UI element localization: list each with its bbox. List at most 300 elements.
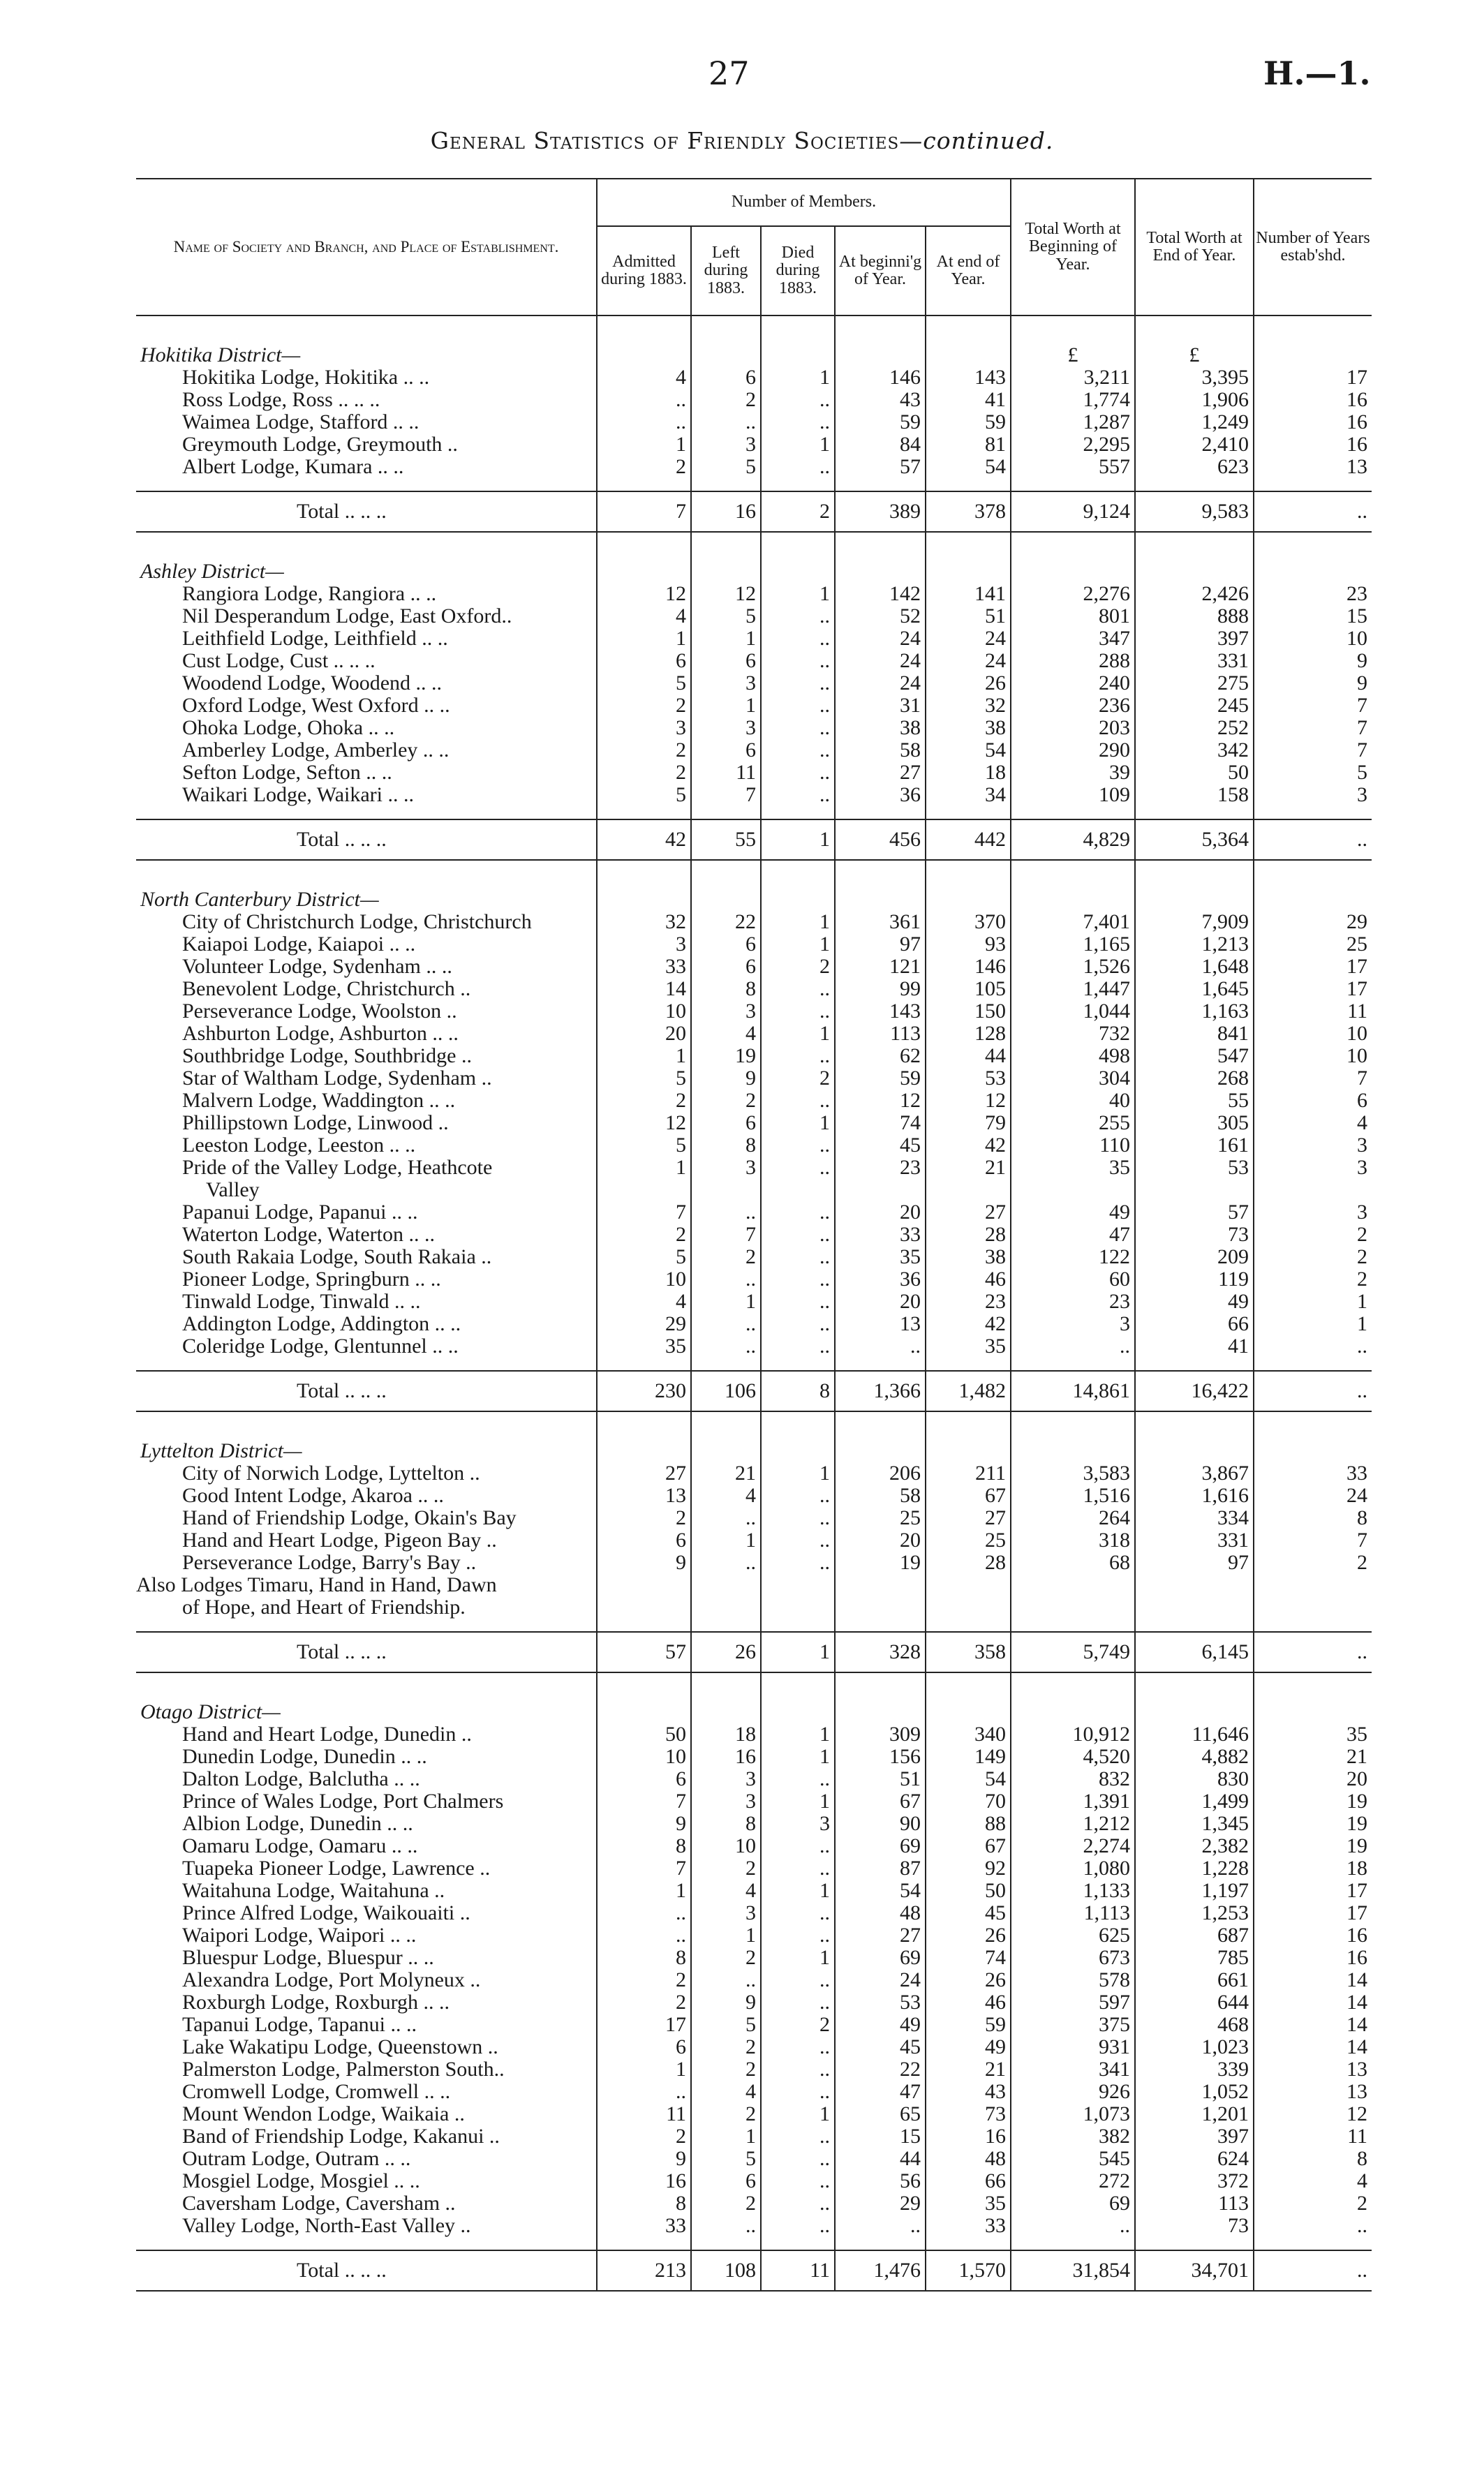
table-row xyxy=(136,933,1372,956)
total-died: 11 xyxy=(761,2250,835,2291)
cell-wbegin: 3,583 xyxy=(1011,1462,1135,1485)
cell-admitted: .. xyxy=(597,1924,691,1947)
cell-admitted: 14 xyxy=(597,978,691,1000)
total-admitted: 230 xyxy=(597,1371,691,1411)
blank-cell xyxy=(761,532,835,560)
cell-end: 35 xyxy=(926,1335,1011,1358)
cell-left: .. xyxy=(691,1201,761,1224)
lodge-name: Coleridge Lodge, Glentunnel .. .. xyxy=(182,1335,459,1358)
cell-died: 1 xyxy=(761,933,835,956)
blank-cell xyxy=(1011,889,1135,911)
cell-end: 150 xyxy=(926,1000,1011,1023)
cell-left: 1 xyxy=(691,695,761,717)
cell-wbegin: 109 xyxy=(1011,784,1135,806)
cell-wend: 644 xyxy=(1135,1991,1254,2014)
cell-wbegin: 1,516 xyxy=(1011,1485,1135,1507)
blank-cell xyxy=(761,560,835,583)
cell-begin: 31 xyxy=(835,695,926,717)
blank-cell xyxy=(926,2237,1011,2250)
table-row xyxy=(136,1067,1372,1090)
blank-cell xyxy=(835,806,926,819)
cell-wbegin: 3,211 xyxy=(1011,366,1135,389)
total-wbegin: 9,124 xyxy=(1011,491,1135,532)
blank-cell xyxy=(761,1574,835,1596)
cell-died: .. xyxy=(761,1313,835,1335)
cell-end: 143 xyxy=(926,366,1011,389)
cell-years: 9 xyxy=(1254,650,1372,672)
blank-cell xyxy=(691,1574,761,1596)
total-label: Total .. .. .. xyxy=(136,1632,597,1672)
page-number: 27 xyxy=(708,54,750,92)
cell-left: 3 xyxy=(691,1157,761,1179)
cell-wbegin: 318 xyxy=(1011,1529,1135,1552)
blank-cell xyxy=(597,1440,691,1462)
cell-wend: 66 xyxy=(1135,1313,1254,1335)
total-wend: 5,364 xyxy=(1135,819,1254,860)
cell-end: 45 xyxy=(926,1902,1011,1924)
cell-wend: 209 xyxy=(1135,1246,1254,1268)
cell-years: 16 xyxy=(1254,1947,1372,1969)
cell-admitted: 13 xyxy=(597,1485,691,1507)
table-row xyxy=(136,1157,1372,1179)
cell-end: 43 xyxy=(926,2081,1011,2103)
cell-admitted: 33 xyxy=(597,2215,691,2237)
cell-years: 2 xyxy=(1254,1224,1372,1246)
district-note: Also Lodges Timaru, Hand in Hand, Dawn xyxy=(136,1573,497,1596)
cell-begin: 99 xyxy=(835,978,926,1000)
note-row xyxy=(136,1574,1372,1596)
cell-end: 105 xyxy=(926,978,1011,1000)
cell-left: 7 xyxy=(691,784,761,806)
cell-admitted: 2 xyxy=(597,695,691,717)
cell-end: 26 xyxy=(926,1969,1011,1991)
cell-left: 2 xyxy=(691,2058,761,2081)
cell-admitted: 35 xyxy=(597,1335,691,1358)
column-worth-begin-header: Total Worth at Beginning of Year. xyxy=(1011,179,1135,315)
cell-years: 3 xyxy=(1254,784,1372,806)
cell-died: .. xyxy=(761,2148,835,2170)
cell-died: .. xyxy=(761,784,835,806)
table-row xyxy=(136,1552,1372,1574)
cell-left: 18 xyxy=(691,1723,761,1746)
cell-years: 17 xyxy=(1254,1902,1372,1924)
cell-begin: 57 xyxy=(835,456,926,478)
total-died: 1 xyxy=(761,819,835,860)
lodge-name: Hokitika Lodge, Hokitika .. .. xyxy=(182,366,430,389)
cell-years: 14 xyxy=(1254,2014,1372,2036)
table-row xyxy=(136,1991,1372,2014)
cell-left: 7 xyxy=(691,1224,761,1246)
cell-died: 1 xyxy=(761,1023,835,1045)
cell-end: 28 xyxy=(926,1224,1011,1246)
blank-cell xyxy=(1254,532,1372,560)
blank-cell xyxy=(597,1179,691,1201)
cell-years: 29 xyxy=(1254,911,1372,933)
blank-cell xyxy=(1135,1358,1254,1371)
cell-wbegin: 69 xyxy=(1011,2192,1135,2215)
district-header-row xyxy=(136,1701,1372,1723)
lodge-name: Albert Lodge, Kumara .. .. xyxy=(182,455,404,478)
cell-end: 53 xyxy=(926,1067,1011,1090)
cell-died: .. xyxy=(761,1902,835,1924)
blank-cell xyxy=(1011,1440,1135,1462)
members-group-header: Number of Members. xyxy=(597,179,1011,226)
total-admitted: 213 xyxy=(597,2250,691,2291)
cell-died: .. xyxy=(761,1969,835,1991)
cell-left: 6 xyxy=(691,650,761,672)
lodge-name: Greymouth Lodge, Greymouth .. xyxy=(182,433,458,456)
lodge-name: Dalton Lodge, Balclutha .. .. xyxy=(182,1767,420,1790)
blank-cell xyxy=(835,1179,926,1201)
blank-cell xyxy=(835,315,926,344)
table-row xyxy=(136,650,1372,672)
cell-wbegin: 1,165 xyxy=(1011,933,1135,956)
blank-cell xyxy=(835,344,926,366)
table-row xyxy=(136,1723,1372,1746)
blank-cell xyxy=(926,315,1011,344)
cell-wend: 1,197 xyxy=(1135,1880,1254,1902)
cell-begin: 47 xyxy=(835,2081,926,2103)
cell-admitted: 9 xyxy=(597,2148,691,2170)
cell-died: .. xyxy=(761,456,835,478)
table-row xyxy=(136,1813,1372,1835)
cell-years: 19 xyxy=(1254,1835,1372,1857)
table-row xyxy=(136,2058,1372,2081)
cell-admitted: 27 xyxy=(597,1462,691,1485)
blank-cell xyxy=(691,1179,761,1201)
cell-wbegin: 203 xyxy=(1011,717,1135,739)
cell-years: 5 xyxy=(1254,762,1372,784)
table-row xyxy=(136,978,1372,1000)
cell-wbegin: 926 xyxy=(1011,2081,1135,2103)
cell-died: 1 xyxy=(761,1790,835,1813)
cell-admitted: 32 xyxy=(597,911,691,933)
cell-wend: 7,909 xyxy=(1135,911,1254,933)
total-died: 8 xyxy=(761,1371,835,1411)
cell-wbegin: 10,912 xyxy=(1011,1723,1135,1746)
cell-begin: 20 xyxy=(835,1291,926,1313)
cell-admitted: .. xyxy=(597,1902,691,1924)
total-admitted: 7 xyxy=(597,491,691,532)
table-header xyxy=(136,179,1372,315)
cell-left: 9 xyxy=(691,1067,761,1090)
blank-cell xyxy=(835,1672,926,1701)
table-row xyxy=(136,1313,1372,1335)
lodge-name: Outram Lodge, Outram .. .. xyxy=(182,2147,411,2170)
cell-left: 8 xyxy=(691,978,761,1000)
cell-wbegin: 498 xyxy=(1011,1045,1135,1067)
cell-left: .. xyxy=(691,2215,761,2237)
cell-left: 10 xyxy=(691,1835,761,1857)
cell-admitted: 2 xyxy=(597,1991,691,2014)
cell-left: 6 xyxy=(691,933,761,956)
cell-years: 20 xyxy=(1254,1768,1372,1790)
cell-begin: 27 xyxy=(835,1924,926,1947)
cell-years: 2 xyxy=(1254,1268,1372,1291)
table-row xyxy=(136,2125,1372,2148)
cell-wbegin: 110 xyxy=(1011,1134,1135,1157)
blank-cell xyxy=(597,889,691,911)
blank-cell xyxy=(926,889,1011,911)
cell-wbegin: 1,774 xyxy=(1011,389,1135,411)
cell-admitted: 3 xyxy=(597,933,691,956)
blank-cell xyxy=(1254,560,1372,583)
cell-wend: 1,253 xyxy=(1135,1902,1254,1924)
lodge-name: Prince Alfred Lodge, Waikouaiti .. xyxy=(182,1901,470,1924)
cell-end: 21 xyxy=(926,2058,1011,2081)
cell-years: .. xyxy=(1254,1335,1372,1358)
cell-wbegin: 290 xyxy=(1011,739,1135,762)
cell-admitted: 8 xyxy=(597,1835,691,1857)
blank-cell xyxy=(1254,1411,1372,1440)
cell-died: .. xyxy=(761,389,835,411)
cell-years: 17 xyxy=(1254,1880,1372,1902)
cell-end: 42 xyxy=(926,1134,1011,1157)
total-begin: 456 xyxy=(835,819,926,860)
cell-wend: 73 xyxy=(1135,1224,1254,1246)
cell-left: 2 xyxy=(691,389,761,411)
cell-years: 7 xyxy=(1254,717,1372,739)
spacer-row xyxy=(136,860,1372,889)
blank-cell xyxy=(835,860,926,889)
cell-left: 2 xyxy=(691,1947,761,1969)
cell-left: .. xyxy=(691,1552,761,1574)
spacer-row xyxy=(136,1672,1372,1701)
total-row xyxy=(136,491,1372,532)
blank-cell xyxy=(761,344,835,366)
blank-cell xyxy=(1135,1179,1254,1201)
cell-years: 19 xyxy=(1254,1813,1372,1835)
cell-left: 2 xyxy=(691,1090,761,1112)
cell-admitted: 10 xyxy=(597,1746,691,1768)
cell-wbegin: 1,113 xyxy=(1011,1902,1135,1924)
blank-cell xyxy=(835,560,926,583)
table-row xyxy=(136,1023,1372,1045)
cell-wend: 661 xyxy=(1135,1969,1254,1991)
cell-admitted: 4 xyxy=(597,366,691,389)
cell-wbegin: 341 xyxy=(1011,2058,1135,2081)
blank-cell xyxy=(1135,560,1254,583)
cell-years: 17 xyxy=(1254,956,1372,978)
cell-left: .. xyxy=(691,1313,761,1335)
cell-end: 38 xyxy=(926,1246,1011,1268)
blank-cell xyxy=(761,1179,835,1201)
cell-end: 74 xyxy=(926,1947,1011,1969)
table-row xyxy=(136,1880,1372,1902)
cell-admitted: 6 xyxy=(597,650,691,672)
cell-wend: 97 xyxy=(1135,1552,1254,1574)
blank-cell xyxy=(691,1672,761,1701)
table-row xyxy=(136,1134,1372,1157)
table-row xyxy=(136,1291,1372,1313)
cell-years: 13 xyxy=(1254,2081,1372,2103)
cell-admitted: 1 xyxy=(597,2058,691,2081)
cell-years: 7 xyxy=(1254,1067,1372,1090)
cell-wbegin: 801 xyxy=(1011,605,1135,627)
blank-cell xyxy=(1011,1179,1135,1201)
table-row xyxy=(136,433,1372,456)
cell-wend: 397 xyxy=(1135,2125,1254,2148)
cell-begin: 43 xyxy=(835,389,926,411)
blank-cell xyxy=(597,344,691,366)
total-label: Total .. .. .. xyxy=(136,1371,597,1411)
cell-end: 67 xyxy=(926,1835,1011,1857)
table-row xyxy=(136,2081,1372,2103)
blank-cell xyxy=(835,1358,926,1371)
cell-wend: 372 xyxy=(1135,2170,1254,2192)
column-worth-end-header: Total Worth at End of Year. xyxy=(1135,179,1254,315)
lodge-name: Sefton Lodge, Sefton .. .. xyxy=(182,761,392,784)
total-admitted: 42 xyxy=(597,819,691,860)
cell-begin: 59 xyxy=(835,1067,926,1090)
blank-cell xyxy=(1135,889,1254,911)
cell-wend: 3,395 xyxy=(1135,366,1254,389)
cell-left: 4 xyxy=(691,1880,761,1902)
statistics-table xyxy=(136,178,1372,2292)
cell-begin: 27 xyxy=(835,762,926,784)
cell-end: 24 xyxy=(926,650,1011,672)
cell-end: 149 xyxy=(926,1746,1011,1768)
column-name-header: Name of Society and Branch, and Place of Establishment. xyxy=(173,237,559,255)
cell-years: 4 xyxy=(1254,2170,1372,2192)
lodge-name: City of Christchurch Lodge, Christchurch xyxy=(182,910,532,933)
cell-wbegin: 597 xyxy=(1011,1991,1135,2014)
cell-left: 6 xyxy=(691,739,761,762)
title-main: General Statistics of Friendly Societies xyxy=(430,127,900,154)
lodge-name: Mosgiel Lodge, Mosgiel .. .. xyxy=(182,2169,420,2192)
total-wbegin: 31,854 xyxy=(1011,2250,1135,2291)
cell-died: .. xyxy=(761,695,835,717)
cell-wend: 331 xyxy=(1135,1529,1254,1552)
blank-cell xyxy=(926,478,1011,491)
cell-wend: 53 xyxy=(1135,1157,1254,1179)
cell-end: 48 xyxy=(926,2148,1011,2170)
blank-cell xyxy=(1011,1358,1135,1371)
total-begin: 1,366 xyxy=(835,1371,926,1411)
cell-died: .. xyxy=(761,1045,835,1067)
lodge-name: Tinwald Lodge, Tinwald .. .. xyxy=(182,1290,421,1313)
cell-begin: 52 xyxy=(835,605,926,627)
lodge-name: Albion Lodge, Dunedin .. .. xyxy=(182,1812,413,1835)
lodge-name: Valley Lodge, North-East Valley .. xyxy=(182,2214,471,2237)
cell-died: .. xyxy=(761,739,835,762)
lodge-name: Phillipstown Lodge, Linwood .. xyxy=(182,1111,449,1134)
cell-wbegin: 60 xyxy=(1011,1268,1135,1291)
district-header-row xyxy=(136,344,1372,366)
total-left: 16 xyxy=(691,491,761,532)
blank-cell xyxy=(1011,315,1135,344)
cell-begin: 15 xyxy=(835,2125,926,2148)
cell-admitted: 2 xyxy=(597,2125,691,2148)
cell-died: .. xyxy=(761,762,835,784)
cell-admitted: .. xyxy=(597,389,691,411)
table-row xyxy=(136,389,1372,411)
cell-wend: 1,906 xyxy=(1135,389,1254,411)
blank-cell xyxy=(597,2237,691,2250)
blank-cell xyxy=(136,1672,597,1701)
cell-end: 73 xyxy=(926,2103,1011,2125)
table-row xyxy=(136,1112,1372,1134)
cell-years: 10 xyxy=(1254,627,1372,650)
blank-cell xyxy=(835,478,926,491)
cell-begin: 36 xyxy=(835,1268,926,1291)
cell-left: 3 xyxy=(691,717,761,739)
blank-cell xyxy=(761,806,835,819)
cell-wend: 623 xyxy=(1135,456,1254,478)
cell-left: 4 xyxy=(691,1023,761,1045)
cell-begin: 361 xyxy=(835,911,926,933)
cell-wend: 49 xyxy=(1135,1291,1254,1313)
blank-cell xyxy=(1135,1574,1254,1596)
currency-symbol: £ xyxy=(1135,344,1254,366)
cell-left: 3 xyxy=(691,1790,761,1813)
cell-end: 146 xyxy=(926,956,1011,978)
blank-cell xyxy=(597,1672,691,1701)
cell-wend: 305 xyxy=(1135,1112,1254,1134)
cell-end: 27 xyxy=(926,1507,1011,1529)
cell-years: 12 xyxy=(1254,2103,1372,2125)
cell-admitted: 29 xyxy=(597,1313,691,1335)
cell-died: .. xyxy=(761,605,835,627)
blank-cell xyxy=(691,889,761,911)
cell-wend: 161 xyxy=(1135,1134,1254,1157)
cell-end: 141 xyxy=(926,583,1011,605)
lodge-name: Cust Lodge, Cust .. .. .. xyxy=(182,649,376,672)
blank-cell xyxy=(761,315,835,344)
cell-died: .. xyxy=(761,2058,835,2081)
cell-died: 1 xyxy=(761,583,835,605)
cell-wend: 1,645 xyxy=(1135,978,1254,1000)
cell-wend: 50 xyxy=(1135,762,1254,784)
cell-wend: 1,345 xyxy=(1135,1813,1254,1835)
blank-cell xyxy=(691,478,761,491)
cell-wbegin: 68 xyxy=(1011,1552,1135,1574)
cell-years: 9 xyxy=(1254,672,1372,695)
cell-admitted: 11 xyxy=(597,2103,691,2125)
blank-cell xyxy=(835,2237,926,2250)
cell-years: 13 xyxy=(1254,456,1372,478)
cell-left: .. xyxy=(691,1268,761,1291)
table-row xyxy=(136,1045,1372,1067)
cell-begin: 59 xyxy=(835,411,926,433)
cell-died: .. xyxy=(761,1157,835,1179)
blank-cell xyxy=(1135,806,1254,819)
blank-cell xyxy=(835,1701,926,1723)
cell-wend: 2,426 xyxy=(1135,583,1254,605)
cell-end: 42 xyxy=(926,1313,1011,1335)
blank-cell xyxy=(1254,478,1372,491)
lodge-name: Star of Waltham Lodge, Sydenham .. xyxy=(182,1067,492,1090)
table-row xyxy=(136,456,1372,478)
total-begin: 1,476 xyxy=(835,2250,926,2291)
blank-cell xyxy=(926,532,1011,560)
blank-cell xyxy=(1254,1701,1372,1723)
cell-begin: 24 xyxy=(835,1969,926,1991)
total-left: 108 xyxy=(691,2250,761,2291)
table-row xyxy=(136,1201,1372,1224)
cell-begin: 121 xyxy=(835,956,926,978)
lodge-name: Pioneer Lodge, Springburn .. .. xyxy=(182,1268,441,1291)
lodge-name: Kaiapoi Lodge, Kaiapoi .. .. xyxy=(182,933,416,956)
cell-died: .. xyxy=(761,1857,835,1880)
blank-cell xyxy=(761,1358,835,1371)
table-row xyxy=(136,2148,1372,2170)
cell-begin: 24 xyxy=(835,627,926,650)
cell-wend: 1,249 xyxy=(1135,411,1254,433)
blank-cell xyxy=(136,1619,597,1632)
cell-died: .. xyxy=(761,627,835,650)
blank-cell xyxy=(761,1440,835,1462)
